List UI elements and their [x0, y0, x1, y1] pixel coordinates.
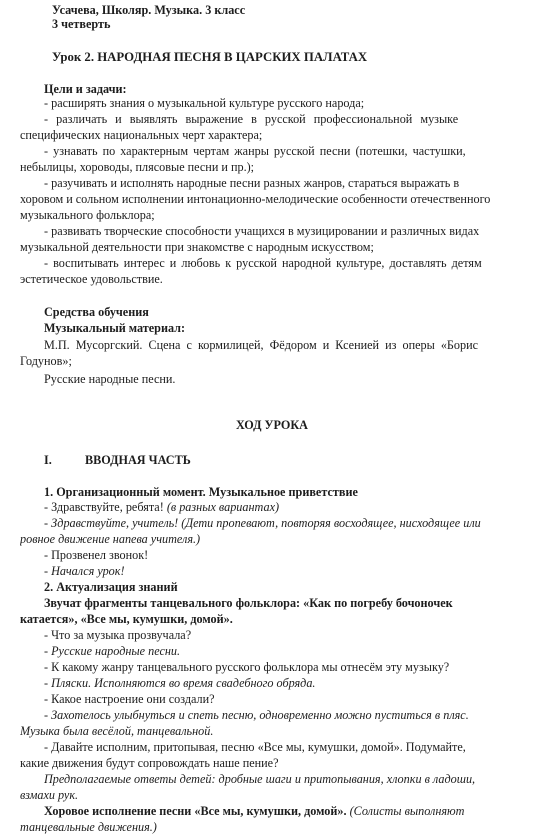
greeting-text: - Здравствуйте, ребята! — [44, 500, 167, 514]
means-heading: Средства обучения — [44, 305, 149, 319]
header-line-1: Усачева, Школяр. Музыка. 3 класс — [52, 3, 246, 17]
dialogue-line: - Прозвенел звонок! — [44, 548, 149, 562]
goals-heading: Цели и задачи: — [44, 82, 127, 96]
dialogue-line: какие движения будут сопровождать наше пение? — [20, 756, 279, 770]
greeting-note: (в разных вариантах) — [166, 500, 280, 514]
goal-line: музыкальной деятельности при знакомстве с народным искусством; — [20, 240, 374, 254]
actualization-subheading: катается», «Все мы, кумушки, домой». — [20, 612, 233, 626]
section-title: ВВОДНАЯ ЧАСТЬ — [85, 453, 191, 467]
choral-line — [44, 804, 544, 819]
dialogue-line: - Захотелось улыбнуться и спеть песню, одновременно можно пуститься в пляс. — [44, 708, 469, 722]
dialogue-line: Музыка была весёлой, танцевальной. — [20, 724, 214, 738]
choral-performance: Хоровое исполнение песни «Все мы, кумушки, домой». — [44, 804, 347, 818]
org-moment-heading: 1. Организационный момент. Музыкальное приветствие — [44, 485, 358, 499]
header-line-2: 3 четверть — [52, 17, 111, 31]
choral-line: танцевальные движения.) — [20, 820, 157, 834]
goal-line: эстетическое удовольствие. — [20, 272, 163, 286]
goal-line: - различать и выявлять выражение в русской профессиональной музыке — [44, 112, 459, 126]
dialogue-line: - Русские народные песни. — [44, 644, 181, 658]
dialogue-line: - Что за музыка прозвучала? — [44, 628, 192, 642]
lesson-title: Урок 2. НАРОДНАЯ ПЕСНЯ В ЦАРСКИХ ПАЛАТАХ — [52, 50, 368, 64]
goal-line: хоровом и сольном исполнении интонационно-мелодические особенности отечественного — [20, 192, 491, 206]
choral-note: (Солисты выполняют — [346, 804, 465, 818]
dialogue-line: - Какое настроение они создали? — [44, 692, 215, 706]
dialogue-line: ровное движение напева учителя.) — [20, 532, 201, 546]
goal-line: - узнавать по характерным чертам жанры русской песни (потешки, частушки, — [44, 144, 466, 158]
material-line: Русские народные песни. — [44, 372, 176, 386]
goal-line: - расширять знания о музыкальной культуре русского народа; — [44, 96, 365, 110]
dialogue-line: - Здравствуйте, учитель! (Дети пропевают, повторяя восходящее, нисходящее или — [44, 516, 481, 530]
goal-line: небылицы, хороводы, плясовые песни и пр.); — [20, 160, 255, 174]
lesson-progress-heading: ХОД УРОКА — [236, 418, 308, 432]
goal-line: - воспитывать интерес и любовь к русской народной культуре, доставлять детям — [44, 256, 482, 270]
dialogue-line: - Начался урок! — [44, 564, 125, 578]
material-line: Годунов»; — [20, 354, 72, 368]
actualization-heading: 2. Актуализация знаний — [44, 580, 178, 594]
dialogue-line: - Пляски. Исполняются во время свадебного обряда. — [44, 676, 316, 690]
dialogue-line: - Давайте исполним, притопывая, песню «Все мы, кумушки, домой». Подумайте, — [44, 740, 466, 754]
material-heading: Музыкальный материал: — [44, 321, 186, 335]
goal-line: специфических национальных черт характера; — [20, 128, 263, 142]
goal-line: - разучивать и исполнять народные песни разных жанров, стараться выражать в — [44, 176, 460, 190]
actualization-subheading: Звучат фрагменты танцевального фольклора: «Как по погребу бочоночек — [44, 596, 453, 610]
dialogue-line — [44, 500, 544, 515]
goal-line: музыкального фольклора; — [20, 208, 155, 222]
goal-line: - развивать творческие способности учащихся в музицировании и различных видах — [44, 224, 480, 238]
material-line: М.П. Мусоргский. Сцена с кормилицей, Фёдором и Ксенией из оперы «Борис — [44, 338, 479, 352]
dialogue-line: - К какому жанру танцевального русского фольклора мы отнесём эту музыку? — [44, 660, 450, 674]
dialogue-line: взмахи рук. — [20, 788, 79, 802]
dialogue-line: Предполагаемые ответы детей: дробные шаги и притопывания, хлопки в ладоши, — [44, 772, 476, 786]
section-number: I. — [44, 453, 52, 467]
